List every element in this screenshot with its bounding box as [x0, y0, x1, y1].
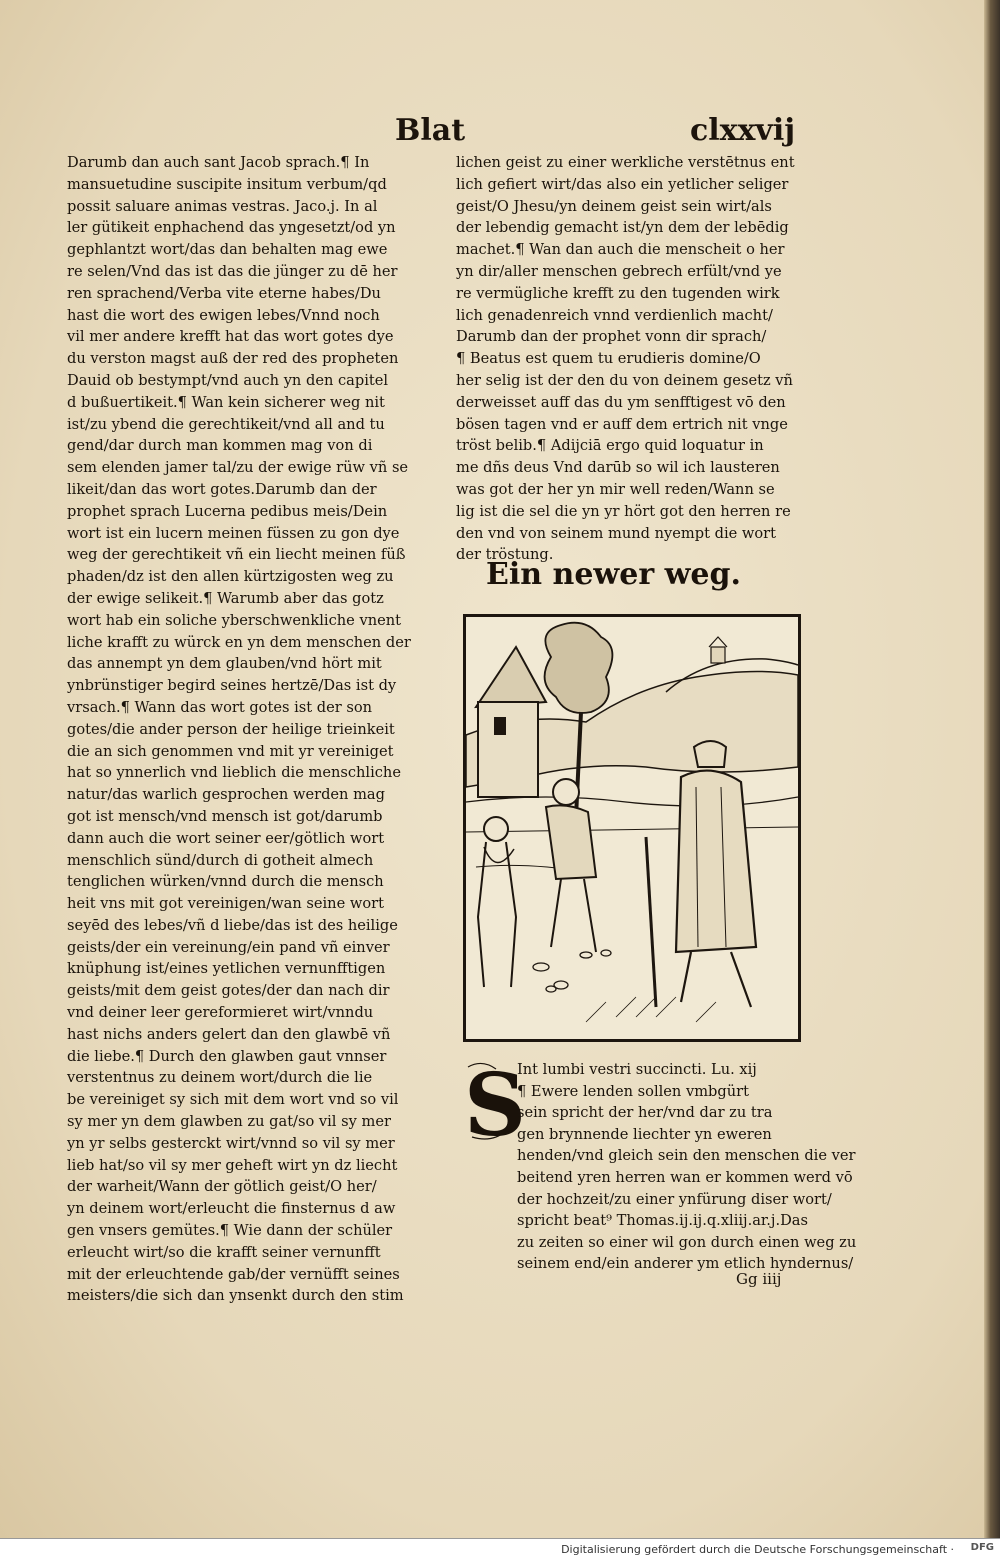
text-line: was got der her yn mir well reden/Wann se [456, 480, 775, 498]
text-line: re vermügliche krefft zu den tugenden wirk [456, 284, 780, 302]
text-line: lig ist die sel die yn yr hört got den herren re [456, 502, 791, 520]
text-line: Darumb dan der prophet vonn dir sprach/ [456, 328, 767, 346]
text-line: geist/O Jhesu/yn deinem geist sein wirt/als [456, 197, 772, 215]
folio-number: clxxvij [690, 113, 796, 148]
text-line: ynbrünstiger begird seines hertzē/Das ist dy [67, 677, 397, 695]
text-line: wort ist ein lucern meinen füssen zu gon dye [67, 524, 400, 542]
text-line: Dauid ob bestympt/vnd auch yn den capitel [67, 371, 389, 389]
text-line: ¶ Beatus est quem tu erudieris domine/O [456, 350, 761, 368]
running-title: Blat [395, 113, 466, 148]
digitization-footer [0, 1538, 1000, 1559]
text-line: prophet sprach Lucerna pedibus meis/Dein [67, 502, 388, 520]
text-line: geists/der ein vereinung/ein pand vñ einver [67, 938, 390, 956]
text-line: gen vnsers gemütes.¶ Wie dann der schüler [67, 1222, 393, 1240]
text-line: der warheit/Wann der götlich geist/O her/ [67, 1178, 377, 1196]
text-line: likeit/dan das wort gotes.Darumb dan der [67, 480, 377, 498]
svg-text:S: S [464, 1055, 527, 1156]
woodcut-illustration [463, 614, 801, 1042]
text-line: mansuetudine suscipite insitum verbum/qd [67, 175, 387, 193]
text-line: mit der erleuchtende gab/der vernüfft seines [67, 1265, 400, 1283]
text-line: dann auch die wort seiner eer/götlich wort [67, 829, 385, 847]
text-line: yn dir/aller menschen gebrech erfült/vnd ye [456, 262, 782, 280]
text-line: lich gefiert wirt/das also ein yetlicher seliger [456, 175, 789, 193]
text-line: gend/dar durch man kommen mag von di [67, 437, 373, 455]
text-line: spricht beat⁹ Thomas.ij.ij.q.xliij.ar.j.Das [517, 1212, 808, 1230]
text-line: gen brynnende liechter yn eweren [517, 1125, 772, 1143]
text-line: die an sich genommen vnd mit yr vereiniget [67, 742, 394, 760]
text-line: der ewige selikeit.¶ Warumb aber das gotz [67, 589, 384, 607]
text-line: wort hab ein soliche yberschwenkliche vnent [67, 611, 401, 629]
text-line: das annempt yn dem glauben/vnd hört mit [67, 655, 382, 673]
text-line: bösen tagen vnd er auff dem ertrich nit vnge [456, 415, 788, 433]
text-line: die liebe.¶ Durch den glawben gaut vnnser [67, 1047, 387, 1065]
text-line: der hochzeit/zu einer ynfürung diser wort/ [517, 1190, 832, 1208]
text-line: lich genadenreich vnnd verdienlich macht/ [456, 306, 773, 324]
text-line: re selen/Vnd das ist das die jünger zu dē her [67, 262, 398, 280]
text-line: hat so ynnerlich vnd lieblich die menschliche [67, 764, 401, 782]
text-line: knüphung ist/eines yetlichen vernunfftigen [67, 960, 386, 978]
text-line: yn yr selbs gesterckt wirt/vnnd so vil sy mer [67, 1134, 395, 1152]
text-line: natur/das warlich gesprochen werden mag [67, 786, 385, 804]
text-line: weg der gerechtikeit vñ ein liecht meinen füß [67, 546, 406, 564]
text-line: der tröstung. [456, 546, 554, 564]
text-line: tröst belib.¶ Adijciā ergo quid loquatur in [456, 437, 764, 455]
text-line: ler gütikeit enphachend das yngesetzt/od yn [67, 219, 396, 237]
text-line: d bußuertikeit.¶ Wan kein sicherer weg nit [67, 393, 385, 411]
text-line: hast die wort des ewigen lebes/Vnnd noch [67, 306, 380, 324]
text-line: tenglichen würken/vnnd durch die mensch [67, 873, 384, 891]
text-line: gotes/die ander person der heilige trieinkeit [67, 720, 395, 738]
catchword-signature: Gg iiij [736, 1270, 782, 1288]
text-line: geists/mit dem geist gotes/der dan nach dir [67, 982, 390, 1000]
text-line: Darumb dan auch sant Jacob sprach.¶ In [67, 154, 370, 171]
text-line: sein spricht der her/vnd dar zu tra [517, 1104, 773, 1122]
text-line: meisters/die sich dan ynsenkt durch den stim [67, 1287, 404, 1305]
text-line: hast nichs anders gelert dan den glawbē vñ [67, 1025, 391, 1043]
text-line: sy mer yn dem glawben zu gat/so vil sy mer [67, 1113, 391, 1131]
text-line: gephlantzt wort/das dan behalten mag ewe [67, 241, 388, 259]
text-line: sem elenden jamer tal/zu der ewige rüw vñ se [67, 459, 409, 477]
left-text-column [67, 152, 439, 1307]
text-line: derweisset auff das du ym senfftigest vō den [456, 393, 786, 411]
text-line: ist/zu ybend die gerechtikeit/vnd all and tu [67, 415, 385, 433]
text-line: got ist mensch/vnd mensch ist got/darumb [67, 807, 383, 825]
text-line: henden/vnd gleich sein den menschen die ver [517, 1147, 856, 1165]
text-line: ¶ Ewere lenden sollen vmbgürt [517, 1082, 749, 1100]
text-line: yn deinem wort/erleucht die finsternus d aw [67, 1200, 396, 1218]
text-line: be vereiniget sy sich mit dem wort vnd so vil [67, 1091, 399, 1109]
text-line: machet.¶ Wan dan auch die menscheit o her [456, 241, 785, 259]
text-line: erleucht wirt/so die krafft seiner vernunfft [67, 1243, 381, 1261]
text-line: heit vns mit got vereinigen/wan seine wort [67, 895, 384, 913]
text-line: liche krafft zu würck en yn dem menschen der [67, 633, 411, 651]
text-line: vnd deiner leer gereformieret wirt/vnndu [67, 1004, 374, 1022]
right-text-column-bottom [517, 1059, 857, 1275]
text-line: menschlich sünd/durch di gotheit almech [67, 851, 374, 869]
dfg-logo: DFG [970, 1542, 994, 1553]
text-line: seinem end/ein anderer ym etlich hyndernus/ [517, 1255, 854, 1273]
text-line: vil mer andere krefft hat das wort gotes dye [67, 328, 394, 346]
text-line: lieb hat/so vil sy mer geheft wirt yn dz liecht [67, 1156, 398, 1174]
text-line: vrsach.¶ Wann das wort gotes ist der son [67, 698, 373, 716]
footer-credit-text: Digitalisierung gefördert durch die Deutsche Forschungsgemeinschaft · [561, 1543, 954, 1556]
page-edge [984, 0, 1000, 1538]
text-line: zu zeiten so einer wil gon durch einen weg zu [517, 1233, 857, 1251]
text-line: verstentnus zu deinem wort/durch die lie [67, 1069, 373, 1087]
text-line: ren sprachend/Verba vite eterne habes/Du [67, 284, 381, 302]
text-line: me dñs deus Vnd darūb so wil ich lausteren [456, 459, 780, 477]
text-line: lichen geist zu einer werkliche verstētnus ent [456, 154, 795, 171]
decorated-initial-letter [462, 1055, 527, 1156]
text-line: den vnd von seinem mund nyempt die wort [456, 524, 777, 542]
section-heading: Ein newer weg. [486, 557, 741, 592]
text-line: her selig ist der den du von deinem gesetz vñ [456, 371, 793, 389]
right-text-column-top [456, 152, 820, 566]
text-line: der lebendig gemacht ist/yn dem der lebēdig [456, 219, 789, 237]
text-line: phaden/dz ist den allen kürtzigosten weg zu [67, 568, 394, 586]
text-line: du verston magst auß der red des propheten [67, 350, 399, 368]
text-line: beitend yren herren wan er kommen werd vō [517, 1168, 853, 1186]
text-line: possit saluare animas vestras. Jaco.j. In al [67, 197, 378, 215]
text-line: Int lumbi vestri succincti. Lu. xij [517, 1061, 757, 1078]
text-line: seyēd des lebes/vñ d liebe/das ist des heilige [67, 916, 398, 934]
